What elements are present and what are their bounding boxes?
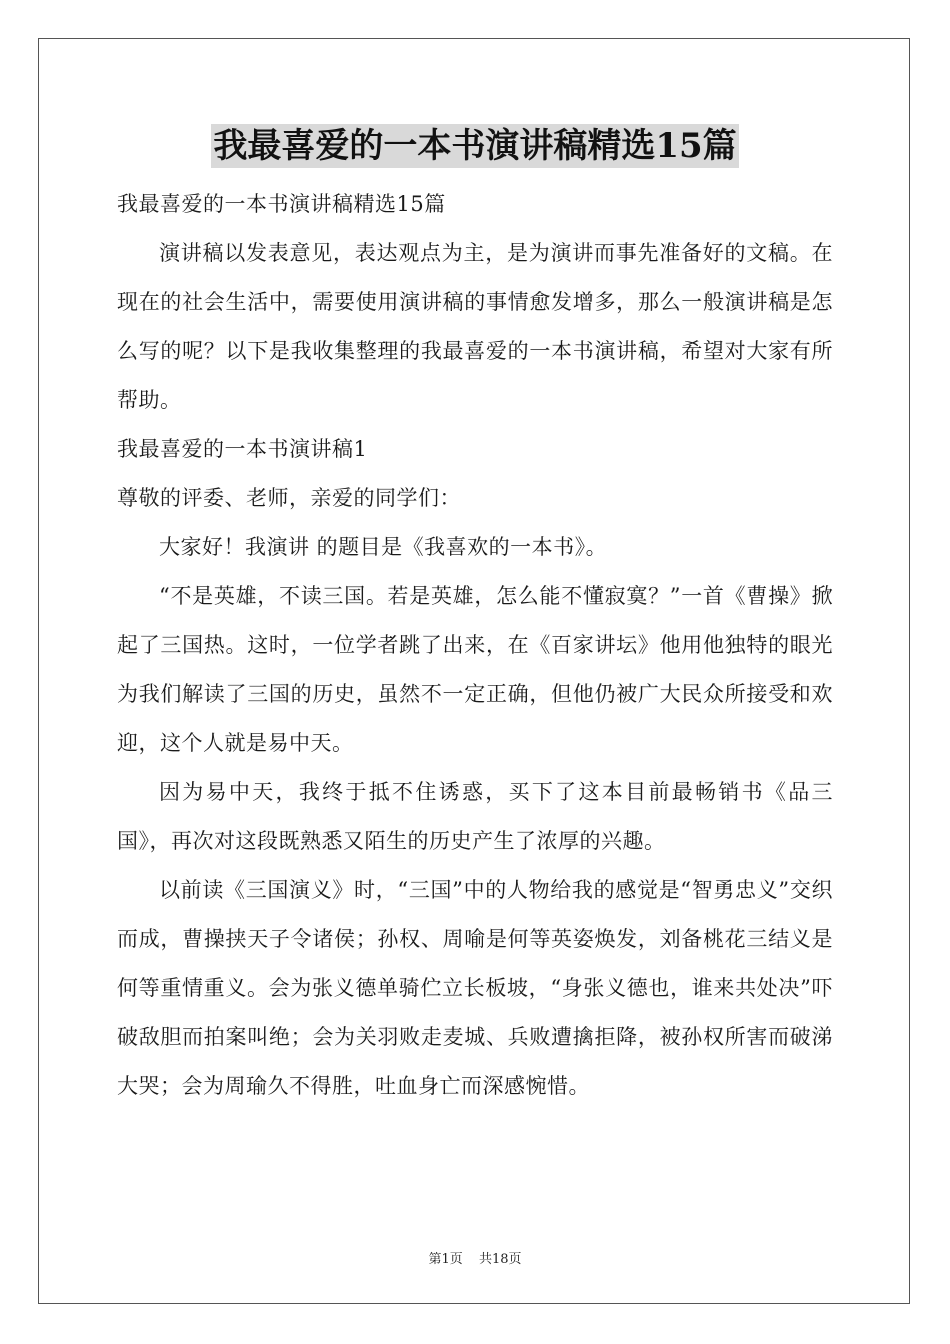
body-paragraph: “不是英雄，不读三国。若是英雄，怎么能不懂寂寞？”一首《曹操》掀起了三国热。这时，一位学者跳了出来，在《百家讲坛》他用他独特的眼光为我们解读了三国的历史，虽然不一定正确，但他仍被广大民众所接受和欢迎，这个人就是易中天。 [117,584,833,755]
body-paragraph: 以前读《三国演义》时，“三国”中的人物给我的感觉是“智勇忠义”交织而成，曹操挟天子令诸侯；孙权、周喻是何等英姿焕发，刘备桃花三结义是何等重情重义。会为张义德单骑伫立长板坡，“身张义德也，谁来共处决”吓破敌胆而拍案叫绝；会为关羽败走麦城、兵败遭擒拒降，被孙权所害而破涕大哭；会为周瑜久不得胜，吐血身亡而深感惋惜。 [117,878,833,1098]
section-heading: 我最喜爱的一本书演讲稿1 [117,437,368,461]
intro-paragraph: 演讲稿以发表意见，表达观点为主，是为演讲而事先准备好的文稿。在现在的社会生活中，需要使用演讲稿的事情愈发增多，那么一般演讲稿是怎么写的呢？以下是我收集整理的我最喜爱的一本书演讲稿，希望对大家有所帮助。 [117,241,833,412]
body-paragraph: 大家好！我演讲 的题目是《我喜欢的一本书》。 [159,535,608,559]
page-number: 第1页 [428,1252,463,1267]
page-total: 共18页 [478,1252,522,1267]
document-body [117,180,833,1111]
body-paragraph: 因为易中天，我终于抵不住诱惑，买下了这本目前最畅销书《品三国》，再次对这段既熟悉又陌生的历史产生了浓厚的兴趣。 [117,780,833,853]
document-title: 我最喜爱的一本书演讲稿精选15篇 [213,126,737,166]
salutation: 尊敬的评委、老师，亲爱的同学们： [117,486,461,510]
page-footer [0,1248,950,1267]
document-subtitle: 我最喜爱的一本书演讲稿精选15篇 [117,192,446,216]
title-container [0,124,950,168]
